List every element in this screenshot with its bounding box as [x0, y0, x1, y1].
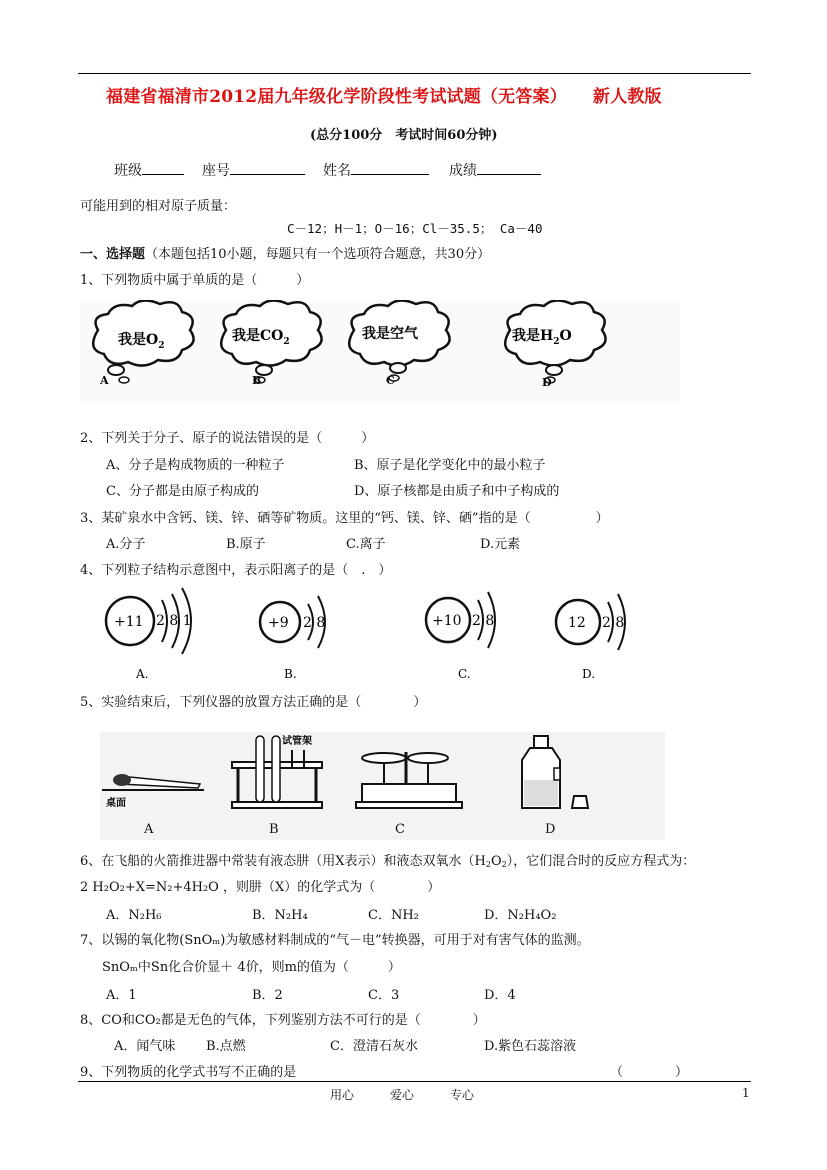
- q4-diagrams-figure: [100, 586, 640, 686]
- q1-stem: 1、下列物质中属于单质的是（ ）: [80, 273, 310, 288]
- atom-b-shells: 2 8: [303, 615, 326, 631]
- atom-c-shells: 2 8: [472, 613, 495, 629]
- atom-d-nucleus: 12: [568, 615, 586, 631]
- page-number: 1: [742, 1086, 750, 1100]
- top-rule: [78, 73, 751, 74]
- q5-stem: 5、实验结束后，下列仪器的放置方法正确的是（ ）: [80, 695, 427, 710]
- q1-bubbles-figure: [80, 300, 680, 404]
- title-text: 福建省福清市2012届九年级化学阶段性考试试题（无答案）: [106, 87, 567, 107]
- bubble-d-letter: D: [542, 376, 552, 389]
- q8-option-b: B.点燃: [206, 1039, 246, 1054]
- atom-d-shells: 2 8: [602, 615, 625, 631]
- atom-c-nucleus: +10: [432, 613, 462, 629]
- info-fields: [114, 160, 541, 180]
- q5-label-d: D: [545, 822, 556, 837]
- atom-b-nucleus: +9: [268, 615, 289, 631]
- q7-option-b: B．2: [252, 988, 283, 1003]
- atom-a-letter: A.: [136, 667, 149, 681]
- atom-diagram-d: [556, 594, 625, 681]
- bubble-a-letter: A: [100, 374, 109, 387]
- atomic-mass-label: 可能用到的相对原子质量：: [80, 199, 237, 214]
- bubble-c-text: 我是空气: [362, 326, 418, 342]
- apparatus-a-table-label: 桌面: [106, 798, 126, 809]
- q2-option-c: C、分子都是由原子构成的: [106, 484, 259, 499]
- score-field[interactable]: [477, 160, 541, 175]
- exam-subtitle: (总分100分 考试时间60分钟): [310, 128, 498, 143]
- atom-d-letter: D.: [582, 667, 596, 681]
- q7-option-d: D．4: [484, 988, 516, 1003]
- q8-option-a: A．闻气味: [114, 1039, 176, 1054]
- q3-stem: 3、某矿泉水中含钙、镁、锌、硒等矿物质。这里的“钙、镁、锌、硒”指的是（ ）: [80, 511, 609, 526]
- q2-option-b: B、原子是化学变化中的最小粒子: [354, 458, 546, 473]
- bubble-a-text: 我是$O_2$: [118, 332, 165, 351]
- q6-stem: 6、在飞船的火箭推进器中常装有液态肼（用X表示）和液态双氧水$(H_2O_2)$，它们混合时的反应方程式为：: [80, 854, 696, 869]
- atom-diagram-b: [260, 596, 325, 681]
- section1-heading: [80, 243, 490, 262]
- q3-option-d: D.元素: [480, 537, 521, 552]
- atom-a-nucleus: +11: [114, 614, 144, 630]
- q2-stem: 2、下列关于分子、原子的说法错误的是（ ）: [80, 431, 375, 446]
- bubble-c-letter: C: [386, 374, 395, 387]
- q8-stem: 8、CO和CO₂都是无色的气体，下列鉴别方法不可行的是（ ）: [80, 1013, 486, 1028]
- score-label: 成绩: [449, 163, 477, 179]
- q5-label-b: B: [269, 822, 279, 837]
- bubble-b-letter: B: [252, 374, 262, 387]
- q2-option-a: A、分子是构成物质的一种粒子: [106, 458, 285, 473]
- q2-option-d: D、原子核都是由质子和中子构成的: [354, 484, 560, 499]
- bubble-d-text: 我是$H_2O$: [512, 328, 572, 347]
- seat-label: 座号: [202, 163, 230, 179]
- q6-option-a: A．N₂H₆: [106, 908, 162, 923]
- q7-stem2: SnOₘ中Sn化合价显＋ 4价，则m的值为（ ）: [102, 960, 401, 975]
- name-field[interactable]: [351, 160, 429, 175]
- name-label: 姓名: [323, 163, 351, 179]
- q8-option-c: C．澄清石灰水: [330, 1039, 418, 1054]
- edition-text: 新人教版: [592, 87, 662, 107]
- section1-note: （本题包括10小题，每题只有一个选项符合题意，共30分）: [145, 247, 491, 262]
- q9-stem: 9、下列物质的化学式书写不正确的是: [80, 1065, 297, 1080]
- q6-equation: 2 H₂O₂+X=N₂+4H₂O ，则肼（X）的化学式为（ ）: [80, 880, 441, 895]
- atom-a-shells: 2 8 1: [156, 613, 192, 629]
- q5-apparatus-figure: [100, 732, 665, 840]
- footer-text: 用心 爱心 专心: [330, 1088, 475, 1102]
- footer-rule: [78, 1081, 751, 1082]
- q5-label-c: C: [395, 822, 405, 837]
- q7-option-c: C．3: [368, 988, 400, 1003]
- atomic-mass-values: C－12；H－1；O－16；Cl－35.5； Ca－40: [287, 221, 543, 236]
- class-field[interactable]: [142, 160, 184, 175]
- q3-option-c: C.离子: [346, 537, 386, 552]
- atom-diagram-c: [426, 592, 495, 681]
- q6-option-d: D．N₂H₄O₂: [484, 908, 557, 923]
- section1-title: 一、选择题: [80, 247, 146, 262]
- class-label: 班级: [114, 163, 142, 179]
- q6-option-c: C．NH₂: [368, 908, 419, 923]
- seat-field[interactable]: [230, 160, 305, 175]
- q3-option-b: B.原子: [226, 537, 266, 552]
- q8-option-d: D.紫色石蕊溶液: [484, 1039, 577, 1054]
- q4-stem: 4、下列粒子结构示意图中，表示阳离子的是（ . ）: [80, 563, 392, 578]
- q5-label-a: A: [144, 822, 154, 837]
- atom-diagram-a: [106, 588, 192, 681]
- page-title: [106, 82, 662, 107]
- apparatus-b-rack-label: 试管架: [282, 736, 312, 747]
- q3-option-a: A.分子: [106, 537, 146, 552]
- q9-paren: （ ）: [610, 1065, 689, 1080]
- q7-option-a: A．1: [106, 988, 137, 1003]
- atom-c-letter: C.: [458, 667, 471, 681]
- q7-stem: 7、以锡的氧化物(SnOₘ)为敏感材料制成的“气－电”转换器，可用于对有害气体的监测。: [80, 933, 590, 948]
- atom-b-letter: B.: [284, 667, 297, 681]
- q6-option-b: B．N₂H₄: [252, 908, 308, 923]
- bubble-b-text: 我是$CO_2$: [232, 328, 290, 347]
